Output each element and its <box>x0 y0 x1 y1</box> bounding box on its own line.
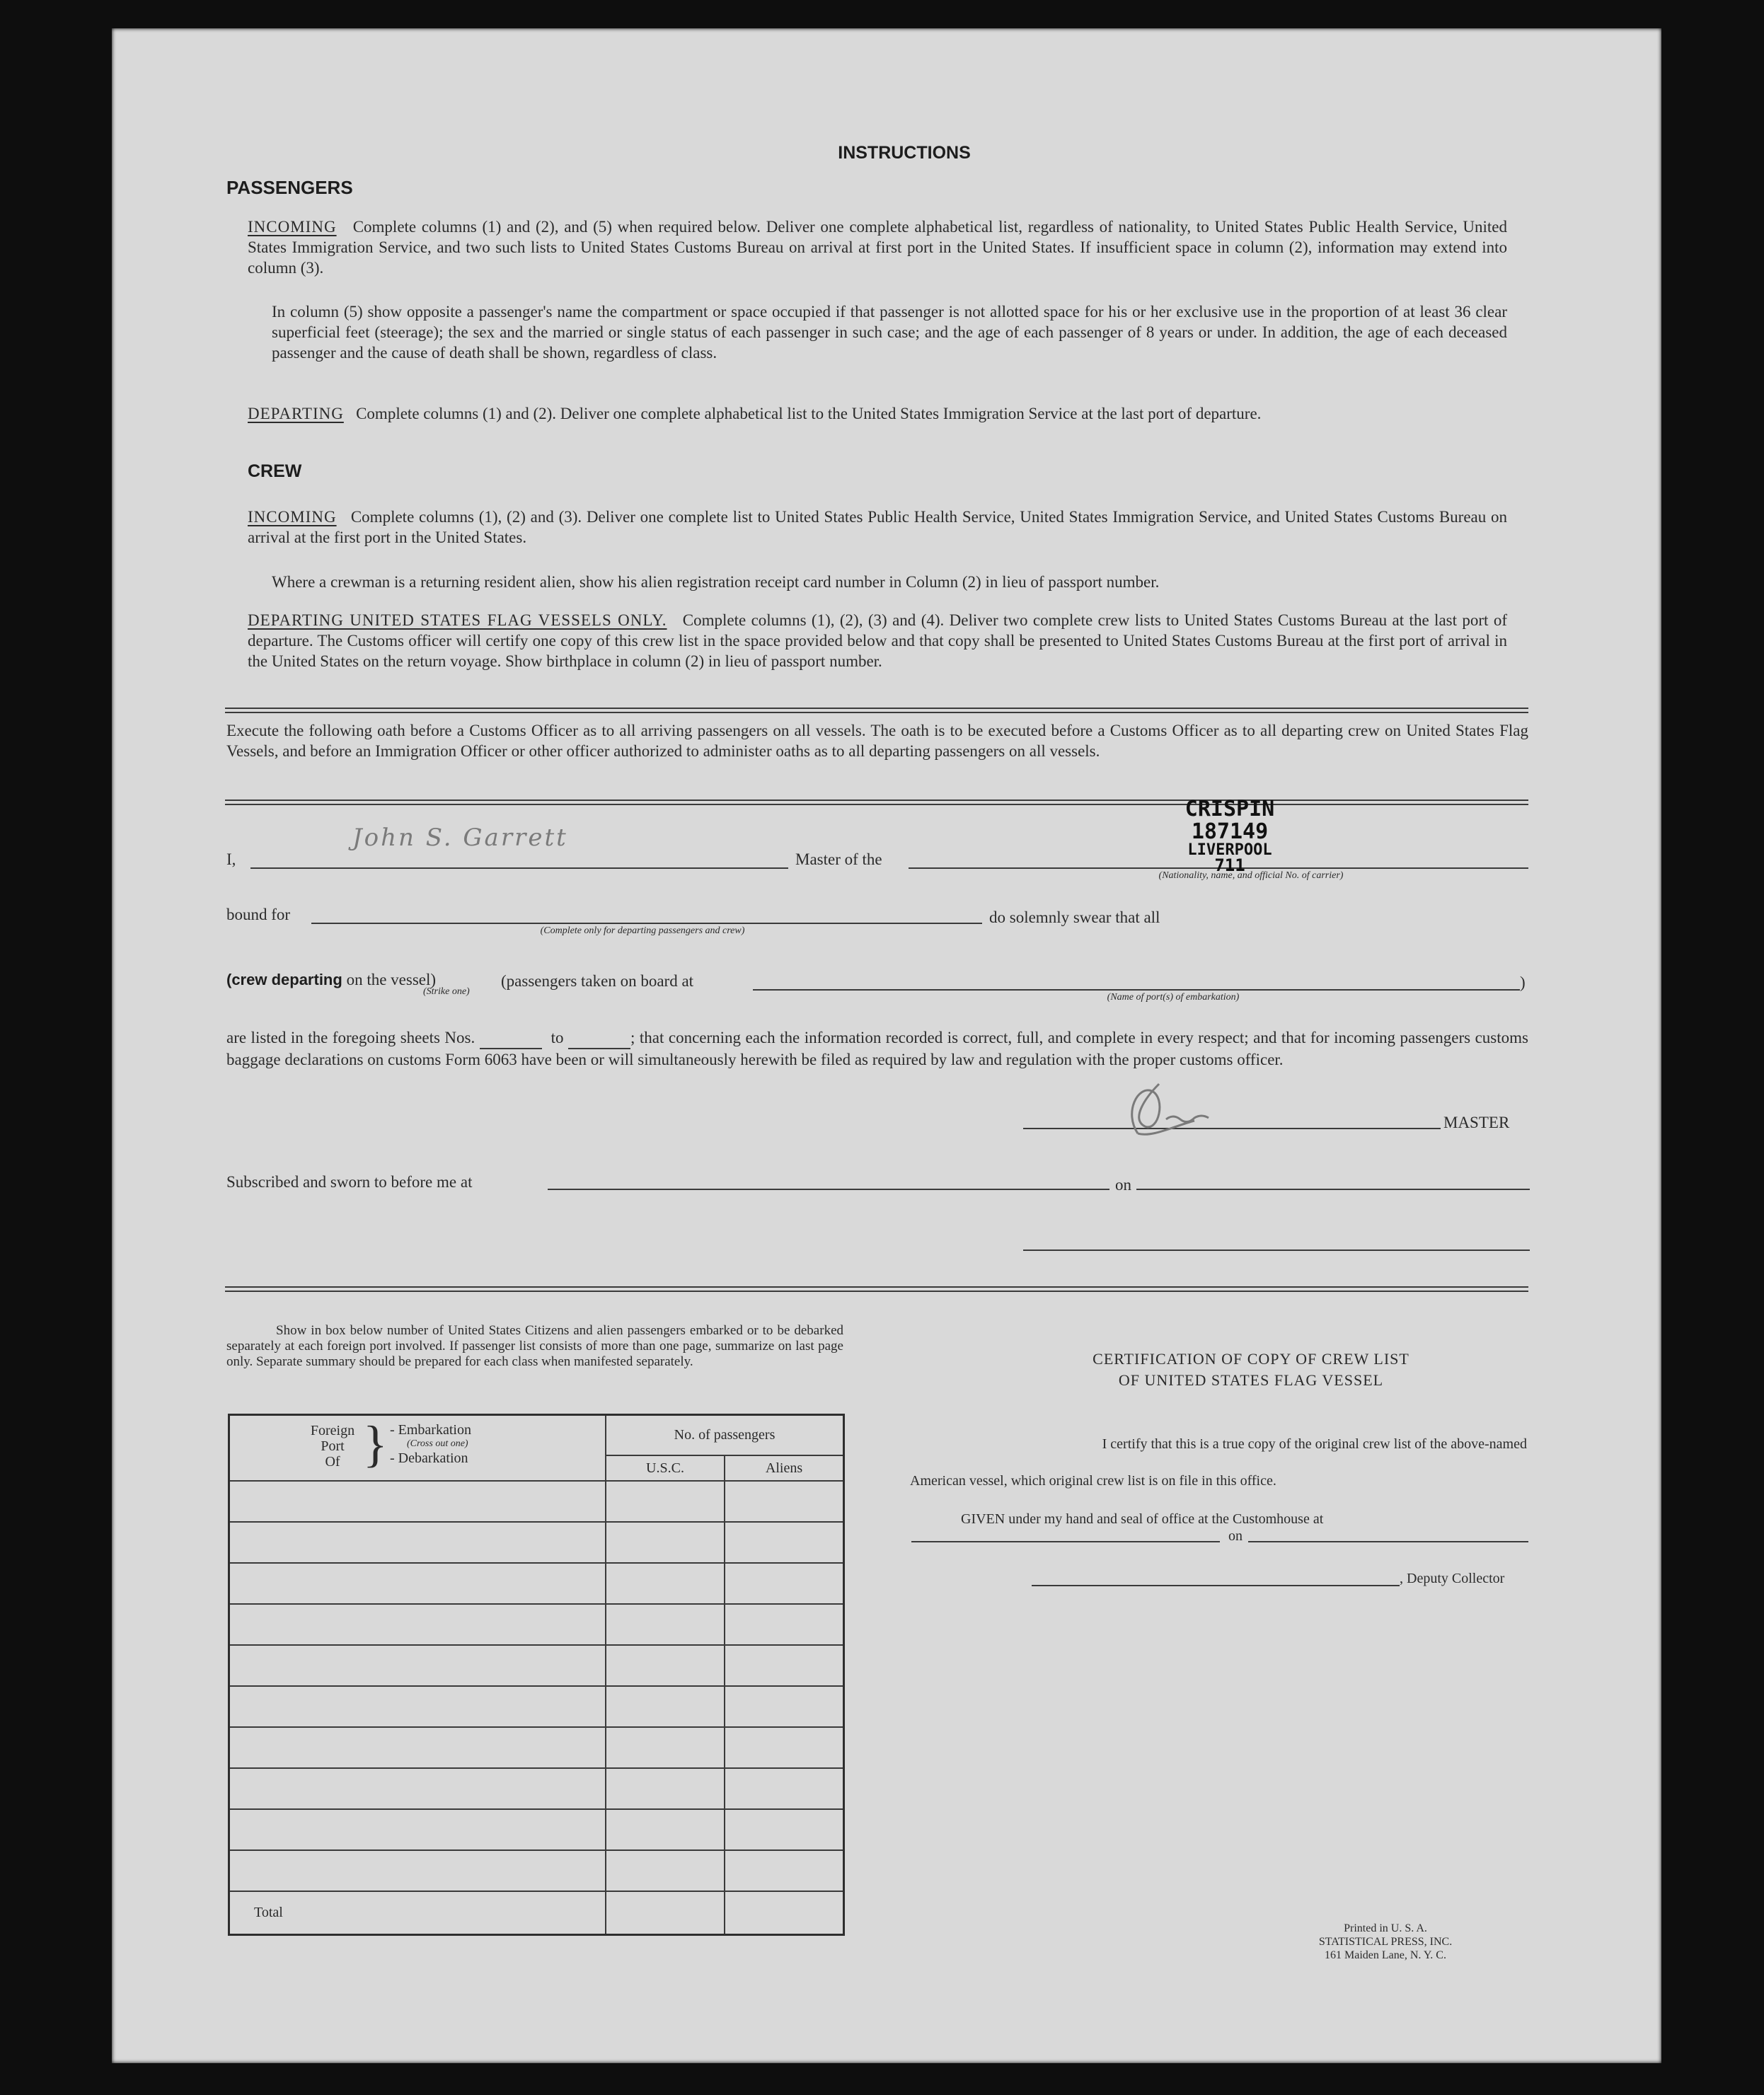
oath-i-label: I, <box>226 850 236 868</box>
passenger-summary-table <box>230 1416 843 1934</box>
passengers-departing-paragraph <box>248 403 1507 424</box>
crew-incoming-text: Complete columns (1), (2) and (3). Deliver one complete list to United States Public Health Service, United States Immigration Service, and United States Customs Bureau on arrival at the first port in the United States. <box>248 508 1508 546</box>
total-label: Total <box>230 1891 606 1934</box>
bound-for-label: bound for <box>226 906 291 923</box>
listed-paragraph <box>226 1027 1528 1070</box>
aliens-cell[interactable] <box>725 1645 843 1686</box>
divider <box>225 800 1528 805</box>
certification-heading-line2: OF UNITED STATES FLAG VESSEL <box>1118 1371 1384 1389</box>
master-signature-line[interactable] <box>1023 1128 1441 1129</box>
crew-departing-label: DEPARTING UNITED STATES FLAG VESSELS ONLY. <box>248 611 667 629</box>
strike-caption: (Strike one) <box>423 986 470 997</box>
passengers-taken-label: (passengers taken on board at <box>501 972 694 990</box>
crew-incoming-paragraph <box>248 507 1507 548</box>
master-signature-mark <box>1117 1070 1223 1148</box>
usc-cell[interactable] <box>606 1563 725 1604</box>
crew-departing-rest: on the vessel) <box>346 971 437 988</box>
divider <box>225 1286 1528 1292</box>
no-of-passengers-header: No. of passengers <box>606 1416 843 1455</box>
crew-departing-phrase <box>226 969 436 990</box>
customhouse-field[interactable] <box>911 1541 1220 1542</box>
sworn-on-label: on <box>1115 1176 1131 1194</box>
oath-intro: Execute the following oath before a Customs Officer as to all arriving passengers on all vessels. The oath is to be executed before a Customs Officer as to all departing crew on United States Flag Vessels, and before an Immigration Officer or other officer authorized to administer oaths as to all departing passengers on all vessels. <box>226 722 1528 760</box>
officer-signature-field[interactable] <box>1023 1250 1530 1251</box>
passengers-incoming-paragraph <box>248 217 1507 278</box>
port-cell[interactable] <box>230 1563 606 1604</box>
certification-date-field[interactable] <box>1248 1541 1528 1542</box>
sworn-place-field[interactable] <box>548 1189 1109 1190</box>
aliens-cell[interactable] <box>725 1481 843 1522</box>
aliens-cell[interactable] <box>725 1809 843 1850</box>
vessel-caption: (Nationality, name, and official No. of carrier) <box>1158 870 1344 881</box>
crew-resident-paragraph: Where a crewman is a returning resident alien, show his alien registration receipt card number in Column (2) in lieu of passport number. <box>272 573 1160 591</box>
aliens-cell[interactable] <box>725 1563 843 1604</box>
crew-incoming-label: INCOMING <box>248 508 337 526</box>
port-cell[interactable] <box>230 1645 606 1686</box>
port-label: Port <box>321 1438 345 1454</box>
certification-heading-line1: CERTIFICATION OF COPY OF CREW LIST <box>1093 1350 1410 1368</box>
usc-cell[interactable] <box>606 1481 725 1522</box>
vessel-stamp <box>1145 798 1315 873</box>
foreign-port-header <box>230 1416 606 1481</box>
given-text: GIVEN under my hand and seal of office at the Customhouse at <box>961 1511 1324 1527</box>
total-usc-cell[interactable] <box>606 1891 725 1934</box>
crew-departing-text: Complete columns (1), (2), (3) and (4). Deliver two complete crew lists to United States Customs Bureau at the last port of departure. The Customs officer will certify one copy of this crew list in the space provided below and that copy shall be presented to United States Customs Bureau at the first port of arrival in the United States on the return voyage. Show birthplace in column (2) in lieu of passport number. <box>248 611 1508 670</box>
listed-statement: ; that concerning each the information recorded is correct, full, and complete in every respect; and that for incoming passengers customs baggage declarations on customs Form 6063 have been or will simultaneously herewith be filed as required by law and regulation with the proper customs officer. <box>226 1029 1528 1068</box>
summary-instructions: Show in box below number of United States Citizens and alien passengers embarked or to be debarked separately at each foreign port involved. If passenger list consists of more than one page, summarize on last page only. Separate summary should be prepared for each class when manifested separately. <box>226 1323 843 1369</box>
passengers-incoming-label: INCOMING <box>248 218 337 236</box>
master-name-field[interactable] <box>250 867 788 869</box>
port-caption: (Name of port(s) of embarkation) <box>1107 992 1240 1003</box>
port-cell[interactable] <box>230 1481 606 1522</box>
bound-for-field[interactable] <box>311 923 982 924</box>
aliens-cell[interactable] <box>725 1850 843 1891</box>
usc-cell[interactable] <box>606 1727 725 1768</box>
usc-cell[interactable] <box>606 1522 725 1563</box>
embarkation-port-field[interactable] <box>753 989 1520 991</box>
aliens-cell[interactable] <box>725 1686 843 1727</box>
listed-sheets-label: are listed in the foregoing sheets Nos. <box>226 1029 475 1046</box>
master-label: MASTER <box>1443 1114 1510 1131</box>
printer-line3: 161 Maiden Lane, N. Y. C. <box>1325 1949 1446 1961</box>
usc-cell[interactable] <box>606 1686 725 1727</box>
bound-for-caption: (Complete only for departing passengers and crew) <box>540 925 745 936</box>
swear-label: do solemnly swear that all <box>989 908 1160 926</box>
document-page <box>112 28 1661 2063</box>
cross-out-caption: (Cross out one) <box>407 1438 468 1449</box>
close-paren: ) <box>1520 974 1526 991</box>
usc-header: U.S.C. <box>606 1455 725 1481</box>
divider <box>225 708 1528 713</box>
page-title: INSTRUCTIONS <box>838 143 971 163</box>
crew-departing-bold: (crew departing <box>226 971 342 988</box>
usc-cell[interactable] <box>606 1850 725 1891</box>
printer-line2: STATISTICAL PRESS, INC. <box>1318 1936 1453 1948</box>
deputy-collector-signature-field[interactable] <box>1032 1585 1400 1586</box>
subscribed-label: Subscribed and sworn to before me at <box>226 1173 473 1191</box>
port-cell[interactable] <box>230 1809 606 1850</box>
sheet-to-field[interactable] <box>568 1027 630 1049</box>
sworn-date-field[interactable] <box>1136 1189 1530 1190</box>
sheet-from-field[interactable] <box>480 1027 542 1049</box>
vessel-stamp-port: LIVERPOOL <box>1187 841 1272 859</box>
embarkation-option[interactable]: - Embarkation <box>390 1422 471 1438</box>
american-vessel-text: American vessel, which original crew list is on file in this office. <box>910 1473 1276 1489</box>
certify-text: I certify that this is a true copy of the original crew list of the above-named <box>1102 1436 1527 1452</box>
passengers-departing-text: Complete columns (1) and (2). Deliver one complete alphabetical list to the United States Immigration Service at the last port of departure. <box>356 405 1262 422</box>
crew-departing-paragraph <box>248 610 1507 671</box>
port-cell[interactable] <box>230 1522 606 1563</box>
master-name-handwritten: John S. Garrett <box>352 824 568 852</box>
brace-icon: } <box>363 1416 388 1472</box>
printer-imprint <box>1279 1922 1492 1962</box>
vessel-stamp-number: 187149 <box>1191 819 1269 844</box>
debarkation-option[interactable]: - Debarkation <box>390 1450 468 1466</box>
master-of-label: Master of the <box>795 850 882 868</box>
port-cell[interactable] <box>230 1727 606 1768</box>
vessel-stamp-code: 711 <box>1214 855 1245 875</box>
printer-line1: Printed in U. S. A. <box>1344 1922 1427 1934</box>
deputy-collector-label: , Deputy Collector <box>1400 1571 1505 1586</box>
passenger-summary-box <box>228 1414 845 1936</box>
vessel-stamp-name: CRISPIN <box>1184 797 1275 821</box>
of-label: Of <box>325 1454 340 1470</box>
passengers-heading: PASSENGERS <box>226 177 353 198</box>
total-aliens-cell[interactable] <box>725 1891 843 1934</box>
usc-cell[interactable] <box>606 1809 725 1850</box>
aliens-cell[interactable] <box>725 1604 843 1645</box>
port-cell[interactable] <box>230 1604 606 1645</box>
aliens-header: Aliens <box>725 1455 843 1481</box>
passengers-incoming-text: Complete columns (1) and (2), and (5) when required below. Deliver one complete alphabetical list, regardless of nationality, to United States Public Health Service, United States Immigration Service, and two such lists to United States Customs Bureau on arrival at first port in the United States. If insufficient space in column (2), information may extend into column (3). <box>248 218 1507 277</box>
passengers-column5-paragraph: In column (5) show opposite a passenger's name the compartment or space occupied if that passenger is not allotted space for his or her exclusive use in the proportion of at least 36 clear superficial feet (steerage); the sex and the married or single status of each passenger in such case; and the age of each passenger of 8 years or under. In addition, the age of each deceased passenger and the cause of death shall be shown, regardless of class. <box>272 303 1507 362</box>
usc-cell[interactable] <box>606 1768 725 1809</box>
passengers-departing-label: DEPARTING <box>248 405 344 422</box>
aliens-cell[interactable] <box>725 1727 843 1768</box>
aliens-cell[interactable] <box>725 1768 843 1809</box>
crew-heading: CREW <box>248 461 302 481</box>
usc-cell[interactable] <box>606 1604 725 1645</box>
port-cell[interactable] <box>230 1850 606 1891</box>
port-cell[interactable] <box>230 1686 606 1727</box>
aliens-cell[interactable] <box>725 1522 843 1563</box>
foreign-label: Foreign <box>310 1423 355 1438</box>
port-cell[interactable] <box>230 1768 606 1809</box>
listed-to-label: to <box>550 1029 564 1046</box>
usc-cell[interactable] <box>606 1645 725 1686</box>
certification-on-label: on <box>1228 1528 1243 1544</box>
certification-heading <box>1010 1349 1492 1391</box>
